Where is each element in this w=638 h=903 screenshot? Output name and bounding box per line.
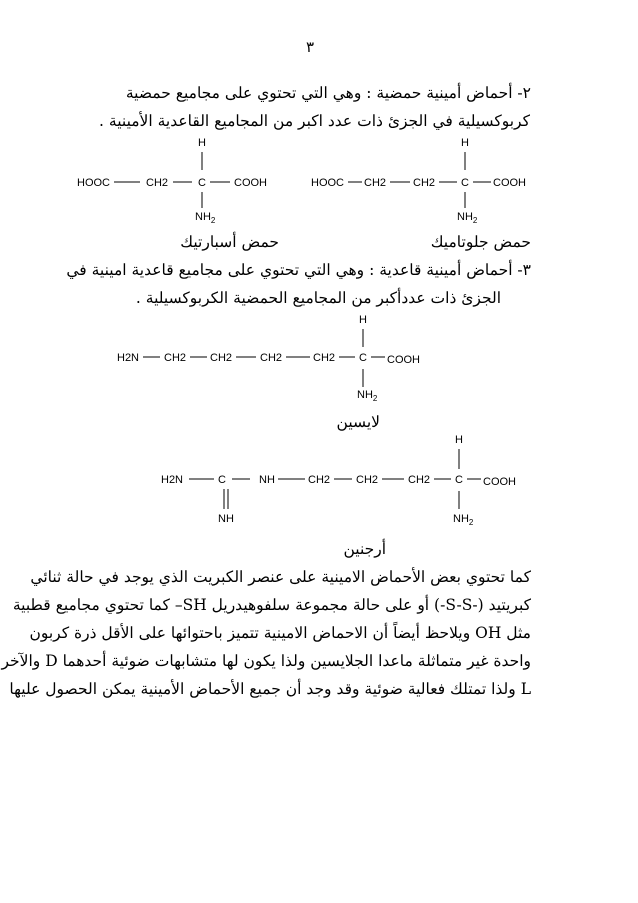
aspartic-nh2: $NH_2$ — [195, 211, 216, 225]
glutamic-h: H — [461, 137, 469, 149]
arginine-c1: C — [218, 474, 226, 486]
paragraph-line-5: L ولذا تمتلك فعالية ضوئية وقد وجد أن جميع الأحماض الأمينية يمكن الحصول عليها — [9, 680, 531, 698]
arginine-h: H — [455, 434, 463, 446]
aspartic-hooc: HOOC — [77, 177, 110, 189]
basic-description-line: الجزئ ذات عددأكبر من المجاميع الحمضية الكربوكسيلية . — [135, 289, 501, 307]
lysine-h2n: H2N — [117, 352, 140, 364]
lysine-nh2: $NH_2$ — [357, 389, 378, 403]
lysine-ch2-b: CH2 — [210, 352, 233, 364]
lysine-alpha-c: C — [359, 352, 367, 364]
paragraph-line-2: كبريتيد (-S-S-) أو على حالة مجموعة سلفوهيدريل SH– كما تحتوي مجاميع قطبية — [12, 596, 531, 614]
arginine-nh2: $NH_2$ — [453, 513, 474, 527]
arginine-cooh: COOH — [483, 476, 516, 488]
arginine-alpha-c: C — [455, 474, 463, 486]
glutamic-acid-name: حمض جلوتاميك — [430, 233, 531, 251]
aspartic-ch2: CH2 — [146, 177, 169, 189]
glutamic-nh2: $NH_2$ — [457, 211, 478, 225]
arginine-ch2-b: CH2 — [356, 474, 379, 486]
aspartic-alpha-c: C — [198, 177, 206, 189]
basic-heading-line: ٣- أحماض أمينية قاعدية : وهي التي تحتوي على مجاميع قاعدية امينية في — [66, 261, 531, 279]
lysine-ch2-c: CH2 — [260, 352, 283, 364]
aspartic-acid-name: حمض أسبارتيك — [180, 233, 279, 251]
glutamic-acid-structure — [300, 136, 540, 226]
glutamic-hooc: HOOC — [311, 177, 344, 189]
acidic-description-line: كربوكسيلية في الجزئ ذات عدد اكبر من المجاميع القاعدية الأمينية . — [99, 112, 530, 130]
arginine-h2n: H2N — [161, 474, 184, 486]
lysine-h: H — [359, 314, 367, 326]
arginine-ch2-a: CH2 — [308, 474, 331, 486]
lysine-structure — [110, 311, 460, 406]
acidic-heading-line: ٢- أحماض أمينية حمضية : وهي التي تحتوي على مجاميع حمضية — [125, 84, 531, 102]
paragraph-line-1: كما تحتوي بعض الأحماض الامينية على عنصر الكبريت الذي يوجد في حالة ثنائي — [30, 568, 531, 586]
lysine-ch2-a: CH2 — [164, 352, 187, 364]
arginine-structure — [140, 431, 540, 531]
aspartic-acid-structure — [74, 136, 284, 226]
lysine-cooh: COOH — [387, 354, 420, 366]
glutamic-cooh: COOH — [493, 177, 526, 189]
arginine-ch2-c: CH2 — [408, 474, 431, 486]
page-number: ٣ — [306, 38, 315, 56]
arginine-imine-nh: NH — [218, 513, 234, 525]
glutamic-ch2-b: CH2 — [413, 177, 436, 189]
glutamic-ch2-a: CH2 — [364, 177, 387, 189]
lysine-name: لايسين — [336, 413, 380, 431]
aspartic-cooh: COOH — [234, 177, 267, 189]
paragraph-line-4: واحدة غير متماثلة ماعدا الجلايسين ولذا يكون لها متشابهات ضوئية أحدهما D والآخر — [1, 652, 531, 670]
aspartic-h: H — [198, 137, 206, 149]
arginine-nh: NH — [259, 474, 275, 486]
paragraph-line-3: مثل OH ويلاحظ أيضاً أن الاحماض الامينية تتميز باحتوائها على الأقل ذرة كربون — [29, 624, 531, 642]
lysine-ch2-d: CH2 — [313, 352, 336, 364]
arginine-name: أرجنين — [343, 540, 386, 558]
glutamic-alpha-c: C — [461, 177, 469, 189]
